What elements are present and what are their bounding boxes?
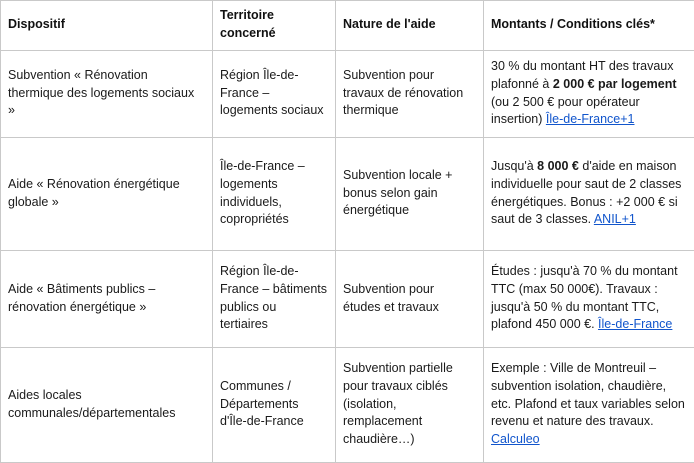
cell-nature [336,50,484,137]
source-link[interactable]: Calculeo [491,432,540,446]
cell-montants [484,250,694,347]
cell-nature [336,347,484,462]
montants-text-post: (ou 2 500 € pour opérateur insertion) [491,95,640,127]
table-row [1,250,694,347]
cell-territoire [213,50,336,137]
column-header-territoire: Territoire concerné [213,1,336,51]
dispositif-text: Subvention « Rénovation thermique des logements sociaux » [8,67,204,120]
territoire-text: Région Île-de-France – logements sociaux [220,67,327,120]
montants-text-pre: 30 % du montant HT des travaux plafonné à [491,59,674,91]
dispositif-text: Aide « Bâtiments publics – rénovation énergétique » [8,281,204,317]
source-link[interactable]: ANIL+1 [594,212,636,226]
source-link[interactable]: Île-de-France+1 [546,112,635,126]
table-body [1,50,694,462]
cell-montants [484,50,694,137]
table-header [1,1,694,51]
column-header-montants: Montants / Conditions clés* [484,1,694,51]
cell-nature [336,250,484,347]
territoire-text: Communes / Départements d'Île-de-France [220,378,327,431]
territoire-text: Île-de-France – logements individuels, copropriétés [220,158,327,229]
dispositif-text: Aide « Rénovation énergétique globale » [8,176,204,212]
nature-text: Subvention locale + bonus selon gain énergétique [343,167,475,220]
column-header-nature: Nature de l'aide [336,1,484,51]
cell-dispositif [1,250,213,347]
nature-text: Subvention partielle pour travaux ciblés (isolation, remplacement chaudière…) [343,360,475,449]
cell-dispositif [1,347,213,462]
cell-territoire [213,250,336,347]
cell-dispositif [1,50,213,137]
cell-territoire [213,347,336,462]
cell-territoire [213,137,336,250]
montants-text-pre: Jusqu'à [491,159,537,173]
montants-text-pre: Exemple : Ville de Montreuil – subvention isolation, chaudière, etc. Plafond et taux variables selon revenu et nature des travaux. [491,361,685,428]
montants-text-post: d'aide en maison individuelle pour saut de 2 classes énergétiques. Bonus : +2 000 € si saut de 3 classes. [491,159,681,226]
cell-montants [484,137,694,250]
source-link[interactable]: Île-de-France [598,317,672,331]
table-row [1,347,694,462]
cell-nature [336,137,484,250]
nature-text: Subvention pour travaux de rénovation thermique [343,67,475,120]
cell-dispositif [1,137,213,250]
montants-text-highlight: 8 000 € [537,159,579,173]
montants-text-highlight: 2 000 € par logement [553,77,677,91]
table-row [1,137,694,250]
table-row [1,50,694,137]
montants-text-pre: Études : jusqu'à 70 % du montant TTC (max 50 000€). Travaux : jusqu'à 50 % du montant TTC, plafond 450 000 €. [491,264,678,331]
dispositif-text: Aides locales communales/départementales [8,387,204,423]
nature-text: Subvention pour études et travaux [343,281,475,317]
column-header-dispositif: Dispositif [1,1,213,51]
table-header-row [1,1,694,51]
territoire-text: Région Île-de-France – bâtiments publics ou tertiaires [220,263,327,334]
cell-montants [484,347,694,462]
